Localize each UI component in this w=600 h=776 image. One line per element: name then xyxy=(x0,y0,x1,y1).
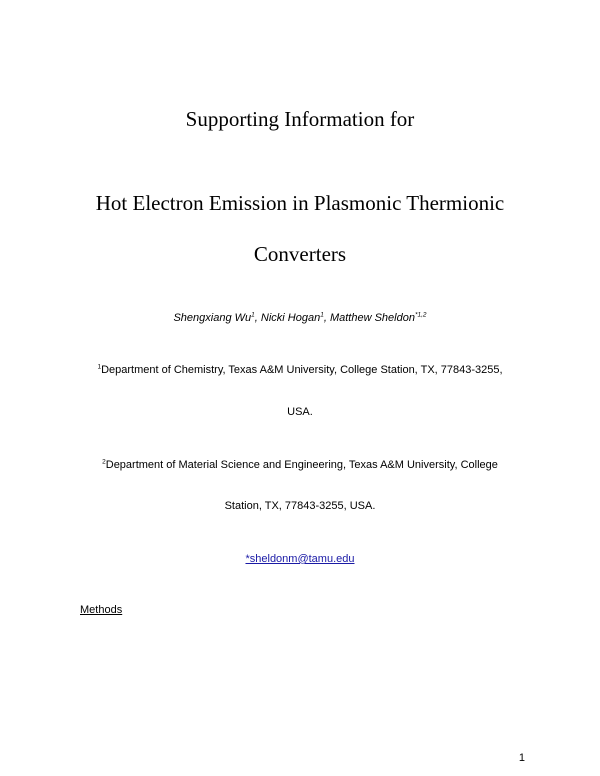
author-separator: , xyxy=(323,312,330,324)
affiliation-mark: 1 xyxy=(97,363,102,371)
corresponding-email-link[interactable]: *sheldonm@tamu.edu xyxy=(245,553,355,565)
author-affiliation-mark: 1 xyxy=(320,311,324,319)
methods-heading: Methods xyxy=(80,604,123,616)
author-separator: , xyxy=(254,312,261,324)
affiliation-mark: 2 xyxy=(102,458,106,466)
author-list xyxy=(0,312,600,324)
author-affiliation-mark: 1 xyxy=(251,311,255,319)
author-name: Shengxiang Wu xyxy=(173,312,252,324)
affiliation-text: Department of Chemistry, Texas A&M University, College Station, TX, 77843-3255, xyxy=(101,364,503,376)
author-affiliation-mark: *1,2 xyxy=(414,311,427,319)
affiliation-2-line-1 xyxy=(0,459,600,471)
affiliation-text: Department of Material Science and Engineering, Texas A&M University, College xyxy=(105,459,498,471)
author-name: Matthew Sheldon xyxy=(329,312,415,324)
title-line-3: Converters xyxy=(253,242,347,266)
author-name: Nicki Hogan xyxy=(260,312,321,324)
title-line-2: Hot Electron Emission in Plasmonic Thermionic xyxy=(95,191,505,215)
title-line-1: Supporting Information for xyxy=(185,107,415,131)
page-number: 1 xyxy=(518,752,525,764)
affiliation-1-line-1 xyxy=(0,364,600,376)
affiliation-2-line-2: Station, TX, 77843-3255, USA. xyxy=(224,500,376,512)
affiliation-1-line-2: USA. xyxy=(287,406,313,418)
